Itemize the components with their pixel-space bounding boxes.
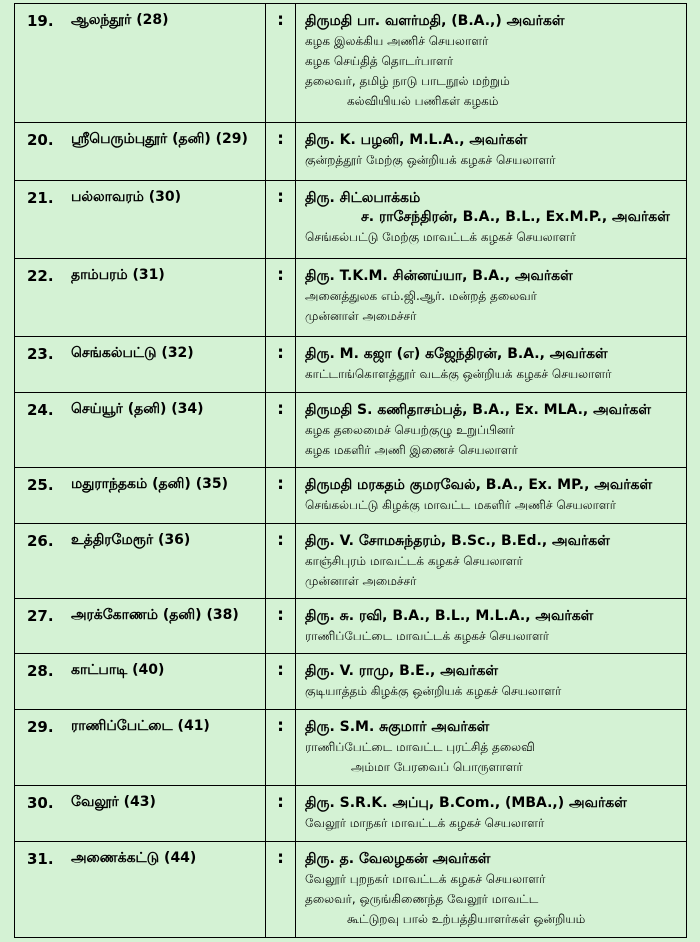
candidate-detail-cell [296,393,687,468]
candidate-table [14,3,687,938]
designation-line: கழக இலக்கிய அணிச் செயலாளர் [305,34,489,48]
designation-line: செங்கல்பட்டு மேற்கு மாவட்டக் கழகச் செயலாளர் [305,230,576,244]
candidate-detail-cell [296,468,687,524]
constituency-cell [15,4,266,123]
serial-number: 28. [27,662,54,680]
designation-line: அனைத்துலக எம்.ஜி.ஆர். மன்றத் தலைவர் [305,289,537,303]
colon-separator: : [277,660,284,680]
serial-number: 27. [27,607,54,625]
separator-cell [266,123,296,181]
colon-separator: : [277,530,284,550]
constituency-cell [15,181,266,259]
candidate-name: திரு. M. கஜா (எ) கஜேந்திரன், B.A., அவர்கள் [305,346,608,362]
candidate-detail-cell [296,842,687,938]
colon-separator: : [277,265,284,285]
colon-separator: : [277,10,284,30]
separator-cell [266,710,296,786]
constituency-name: ராணிப்பேட்டை (41) [71,718,210,734]
constituency-cell [15,786,266,842]
separator-cell [266,181,296,259]
constituency-cell [15,524,266,599]
designation-line: கழக தலைமைச் செயற்குழு உறுப்பினர் [305,423,515,437]
constituency-name: பல்லாவரம் (30) [71,189,182,205]
table-row [15,599,687,654]
candidate-detail-cell [296,710,687,786]
serial-number: 25. [27,476,54,494]
designation-line: குன்றத்தூர் மேற்கு ஒன்றியக் கழகச் செயலாளர் [305,153,556,167]
table-row [15,524,687,599]
table-row [15,842,687,938]
table-row [15,181,687,259]
candidate-name: திரு. சிட்லபாக்கம் [305,190,421,206]
constituency-name: ஆலந்தூர் (28) [71,12,169,28]
candidate-name: திரு. S.R.K. அப்பு, B.Com., (MBA.,) அவர்கள் [305,795,627,811]
constituency-name: வேலூர் (43) [71,794,156,810]
serial-number: 23. [27,345,54,363]
designation-line: தலைவர், தமிழ் நாடு பாடநூல் மற்றும் [305,74,510,88]
table-row [15,393,687,468]
constituency-cell [15,393,266,468]
serial-number: 26. [27,532,54,550]
candidate-detail-cell [296,259,687,337]
designation-line: கல்வியியல் பணிகள் கழகம் [347,94,499,108]
designation-line: தலைவர், ஒருங்கிணைந்த வேலூர் மாவட்ட [305,892,539,906]
designation-line: அம்மா பேரவைப் பொருளாளர் [351,760,523,774]
separator-cell [266,654,296,710]
constituency-cell [15,710,266,786]
serial-number: 22. [27,267,54,285]
constituency-name: தாம்பரம் (31) [71,267,165,283]
designation-line: கூட்டுறவு பால் உற்பத்தியாளர்கள் ஒன்றியம் [347,912,586,926]
candidate-detail-cell [296,654,687,710]
candidate-name: திரு. த. வேலழகன் அவர்கள் [305,851,491,867]
separator-cell [266,259,296,337]
candidate-detail-cell [296,786,687,842]
serial-number: 20. [27,131,54,149]
serial-number: 19. [27,12,54,30]
candidate-name: திருமதி பா. வளர்மதி, (B.A.,) அவர்கள் [305,13,565,29]
table-row [15,654,687,710]
serial-number: 30. [27,794,54,812]
separator-cell [266,524,296,599]
table-row [15,123,687,181]
table-row [15,4,687,123]
colon-separator: : [277,474,284,494]
serial-number: 29. [27,718,54,736]
designation-line: கழக மகளிர் அணி இணைச் செயலாளர் [305,443,518,457]
serial-number: 31. [27,850,54,868]
serial-number: 21. [27,189,54,207]
constituency-name: அணைக்கட்டு (44) [71,850,197,866]
constituency-name: காட்பாடி (40) [71,662,165,678]
designation-line: குடியாத்தம் கிழக்கு ஒன்றியக் கழகச் செயலாளர் [305,684,562,698]
colon-separator: : [277,792,284,812]
colon-separator: : [277,605,284,625]
constituency-name: மதுராந்தகம் (தனி) (35) [71,476,228,492]
designation-line: கழக செய்தித் தொடர்பாளர் [305,54,454,68]
table-row [15,786,687,842]
colon-separator: : [277,716,284,736]
candidate-name: திரு. T.K.M. சின்னய்யா, B.A., அவர்கள் [305,268,573,284]
designation-line: வேலூர் புறநகர் மாவட்டக் கழகச் செயலாளர் [305,872,546,886]
constituency-cell [15,599,266,654]
colon-separator: : [277,399,284,419]
table-row [15,468,687,524]
constituency-name: அரக்கோணம் (தனி) (38) [71,607,239,623]
colon-separator: : [277,187,284,207]
constituency-cell [15,842,266,938]
candidate-detail-cell [296,599,687,654]
candidate-name: திரு. S.M. சுகுமார் அவர்கள் [305,719,490,735]
candidate-detail-cell [296,123,687,181]
designation-line: செங்கல்பட்டு கிழக்கு மாவட்ட மகளிர் அணிச் செயலாளர் [305,498,616,512]
candidate-detail-cell [296,4,687,123]
candidate-name: திருமதி மரகதம் குமரவேல், B.A., Ex. MP., அவர்கள் [305,477,653,493]
candidate-name-continued: ச. ராசேந்திரன், B.A., B.L., Ex.M.P., அவர்கள் [361,209,670,225]
constituency-name: செய்யூர் (தனி) (34) [71,401,204,417]
table-row [15,259,687,337]
constituency-cell [15,259,266,337]
separator-cell [266,786,296,842]
designation-line: காட்டாங்கொளத்தூர் வடக்கு ஒன்றியக் கழகச் செயலாளர் [305,367,612,381]
candidate-name: திரு. சு. ரவி, B.A., B.L., M.L.A., அவர்கள் [305,608,594,624]
separator-cell [266,842,296,938]
constituency-name: ஸ்ரீபெரும்புதூர் (தனி) (29) [71,131,248,147]
designation-line: ராணிப்பேட்டை மாவட்ட புரட்சித் தலைவி [305,740,535,754]
serial-number: 24. [27,401,54,419]
table-row [15,337,687,393]
colon-separator: : [277,848,284,868]
constituency-cell [15,123,266,181]
constituency-cell [15,468,266,524]
separator-cell [266,468,296,524]
colon-separator: : [277,343,284,363]
designation-line: முன்னாள் அமைச்சர் [305,574,417,588]
constituency-name: செங்கல்பட்டு (32) [71,345,194,361]
designation-line: ராணிப்பேட்டை மாவட்டக் கழகச் செயலாளர் [305,629,550,643]
candidate-name: திரு. V. ராமு, B.E., அவர்கள் [305,663,499,679]
constituency-name: உத்திரமேரூர் (36) [71,532,191,548]
separator-cell [266,599,296,654]
separator-cell [266,393,296,468]
constituency-cell [15,337,266,393]
table-row [15,710,687,786]
designation-line: காஞ்சிபுரம் மாவட்டக் கழகச் செயலாளர் [305,554,523,568]
candidate-detail-cell [296,181,687,259]
candidate-name: திரு. K. பழனி, M.L.A., அவர்கள் [305,132,528,148]
candidate-detail-cell [296,524,687,599]
designation-line: முன்னாள் அமைச்சர் [305,309,417,323]
separator-cell [266,4,296,123]
separator-cell [266,337,296,393]
designation-line: வேலூர் மாநகர் மாவட்டக் கழகச் செயலாளர் [305,816,545,830]
colon-separator: : [277,129,284,149]
candidate-name: திருமதி S. கணிதாசம்பத், B.A., Ex. MLA., அவர்கள் [305,402,651,418]
constituency-cell [15,654,266,710]
candidate-name: திரு. V. சோமசுந்தரம், B.Sc., B.Ed., அவர்கள் [305,533,610,549]
candidate-detail-cell [296,337,687,393]
